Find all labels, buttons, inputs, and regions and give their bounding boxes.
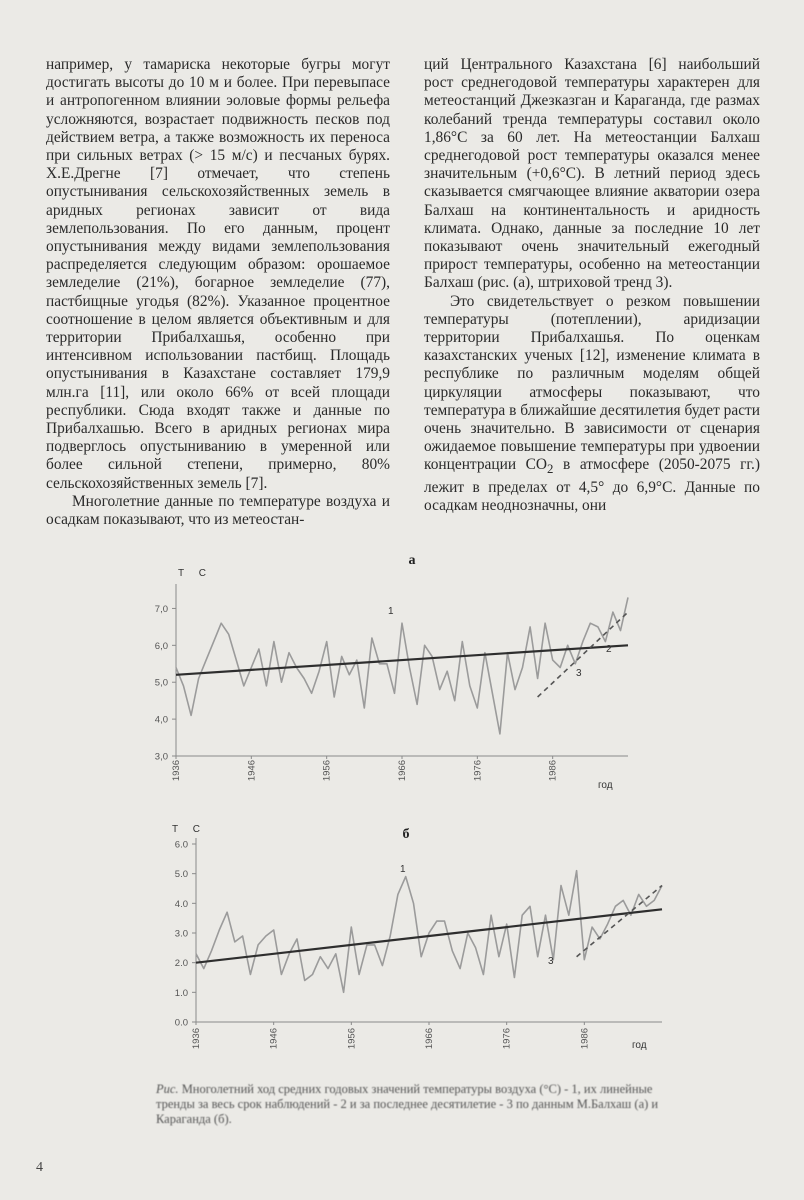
caption-prefix: Рис.	[156, 1082, 179, 1096]
chart-b-y-tick-label: 4.0	[174, 898, 188, 910]
chart-a-series-label-1: 1	[388, 606, 394, 617]
left-paragraph-2: Многолетние данные по температуре воздуха и осадкам показывают, что из метеостан-	[46, 492, 390, 529]
chart-b-x-tick-label: 1936	[191, 1028, 202, 1050]
chart-b-y-tick-label: 0.0	[174, 1017, 188, 1029]
chart-a-x-tick-label: 1936	[171, 760, 182, 782]
figure-caption	[156, 1082, 676, 1127]
chart-a-y-tick-label: 4,0	[154, 714, 168, 726]
chart-a-y-tick-label: 5,0	[154, 677, 168, 689]
right-paragraph-1: ций Центрального Казахстана [6] наибольший рост среднегодовой температуры характерен для метеостанций Джезказган и Караганда, где размах колебаний тренда температуры составил около 1,86°С за 60 лет. На метеостанции Балхаш среднегодовой рост температуры оказался менее значительным (+0,6°С). В летний период здесь сказывается смягчающее влияние акватории озера Балхаш на континентальность и аридность климата. Однако, данные за последние 10 лет показывают очень значительный ежегодный прирост температуры, особенно на метеостанции Балхаш (рис. (а), штриховой тренд 3).	[424, 56, 760, 292]
chart-b-y-tick-label: 2.0	[174, 958, 188, 970]
chart-b-x-tick-label: 1976	[501, 1028, 513, 1050]
left-column	[46, 56, 390, 529]
chart-a	[0, 548, 804, 800]
chart-b-y-axis-label: T C	[172, 824, 206, 835]
chart-b-x-tick-label: 1946	[268, 1028, 280, 1050]
left-paragraph-1: например, у тамариска некоторые бугры могут достигать высоты до 10 м и более. При перевыпасе и антропогенном влиянии эоловые формы рельефа усложняются, возрастает подвижность песков под действием ветра, а также возможность их переноса при сильных ветрах (> 15 м/с) и песчаных бурях. Х.Е.Дрегне [7] отмечает, что степень опустынивания сельскохозяйственных земель в аридных регионах зависит от вида землепользования. По его данным, процент опустынивания между видами землепользования распределяется следующим образом: орошаемое земледелие (21%), богарное земледелие (77), пастбищные угодья (82%). Указанное процентное соотношение в целом является объективным и для территории Прибалхашья, особенно при интенсивном использовании пастбищ. Площадь опустынивания в Казахстане составляет 179,9 млн.га [11], или около 66% от всей площади республики. Сюда входят также и данные по Прибалхашью. Всего в аридных регионах мира подверглось опустыниванию в умеренной или более сильной степени, примерно, 80% сельскохозяйственных земель [7].	[46, 56, 390, 492]
chart-b-y-tick-label: 3.0	[174, 928, 188, 940]
co2-subscript: 2	[547, 462, 554, 477]
chart-a-y-tick-label: 3,0	[154, 751, 168, 763]
right-paragraph-2-text-a: Это свидетельствует о резком повышении температуры (потеплении), аридизации территории Прибалхашья. По оценкам казахстанских ученых [12], изменение климата в республике по различным моделям общей циркуляции атмосферы показывают, что температура в ближайшие десятилетия будет расти очень значительно. В зависимости от сценария ожидаемое повышение температуры при удвоении концентрации CO	[424, 292, 760, 474]
chart-b-x-tick-label: 1986	[579, 1028, 591, 1050]
chart-a-x-tick-label: 1946	[246, 760, 258, 782]
right-paragraph-2	[424, 293, 760, 516]
page-number: 4	[36, 1160, 43, 1175]
chart-b-trend-3-line	[577, 886, 662, 957]
chart-b-series-label-3: 3	[548, 956, 554, 967]
chart-b-y-tick-label: 6.0	[174, 839, 188, 851]
chart-a-y-tick-label: 7,0	[154, 603, 168, 615]
chart-b-panel-label: б	[402, 827, 410, 842]
chart-b-series-label-1: 1	[400, 864, 406, 875]
chart-b	[0, 812, 804, 1070]
chart-a-y-tick-label: 6,0	[154, 640, 168, 652]
chart-a-trend-2-line	[176, 645, 628, 675]
chart-a-panel-label: а	[408, 553, 416, 568]
caption-text: Многолетний ход средних годовых значений температуры воздуха (°С) - 1, их линейные тренды за весь срок наблюдений - 2 и за последнее десятилетие - 3 по данным М.Балхаш (а) и Караганда (б).	[156, 1082, 659, 1126]
chart-a-series-label-2: 2	[606, 644, 612, 655]
chart-a-x-tick-label: 1956	[321, 760, 333, 782]
chart-a-x-tick-label: 1966	[397, 760, 408, 782]
chart-a-series-label-3: 3	[576, 668, 582, 679]
chart-a-y-axis-label: T C	[178, 568, 212, 579]
right-column	[424, 56, 760, 515]
chart-b-x-tick-label: 1966	[424, 1028, 435, 1050]
chart-b-y-tick-label: 1.0	[174, 987, 188, 999]
chart-a-x-tick-label: 1976	[472, 760, 484, 782]
chart-a-x-tick-label: 1986	[547, 760, 559, 782]
chart-b-series-1-line	[196, 871, 662, 993]
chart-a-x-axis-label: год	[598, 780, 613, 791]
chart-b-y-tick-label: 5.0	[174, 869, 188, 881]
chart-b-x-axis-label: год	[632, 1040, 647, 1051]
chart-a-series-1-line	[176, 597, 628, 734]
right-paragraph-2-text-b: в атмосфере (2050-2075 гг.) лежит в пределах от 4,5° до 6,9°С. Данные по осадкам неоднозначны, они	[424, 456, 760, 514]
chart-b-x-tick-label: 1956	[346, 1028, 358, 1050]
